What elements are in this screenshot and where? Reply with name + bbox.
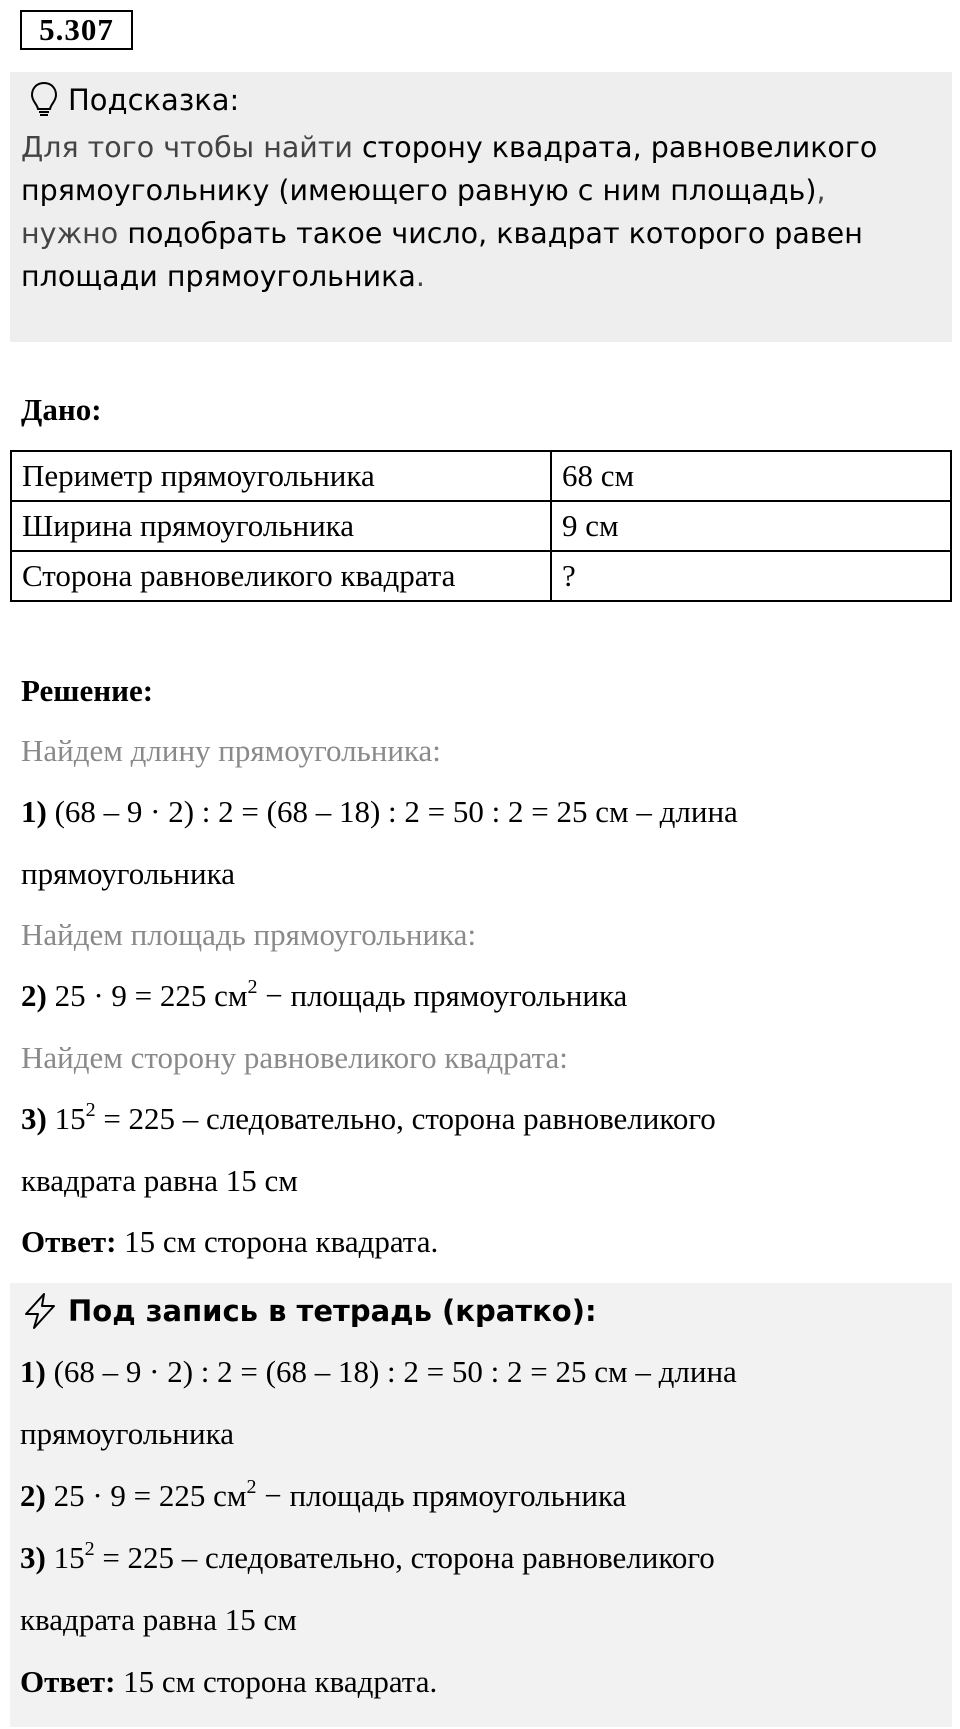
step2-number: 2): [21, 978, 47, 1013]
short-step1-line: [20, 1354, 737, 1390]
answer-line: [21, 1224, 438, 1260]
short-step3-number: 3): [20, 1540, 46, 1575]
step3-number: 3): [21, 1101, 47, 1136]
given-value-cell: ?: [551, 551, 951, 601]
short-step3-line: [20, 1540, 715, 1576]
short-step2-exponent: 2: [246, 1476, 257, 1498]
given-value-cell: 68 см: [551, 451, 951, 501]
short-step3-continuation: квадрата равна 15 см: [20, 1602, 297, 1637]
given-table: [10, 450, 952, 602]
lightbulb-icon: [30, 81, 58, 119]
step1-note: Найдем длину прямоугольника:: [21, 733, 441, 768]
given-name-cell: Ширина прямоугольника: [11, 501, 551, 551]
short-step3-base: 15: [45, 1540, 85, 1575]
short-step1-expression: (68 – 9 · 2) : 2 = (68 – 18) : 2 = 50 : 2 = 25 см – длина: [45, 1354, 737, 1389]
step1-expression: (68 – 9 · 2) : 2 = (68 – 18) : 2 = 50 : 2 = 25 см – длина: [46, 794, 738, 829]
short-step2-description: − площадь прямоугольника: [256, 1478, 627, 1513]
table-row: [11, 551, 951, 601]
step2-expression: 25 · 9 = 225 см: [46, 978, 248, 1013]
step3-base: 15: [46, 1101, 86, 1136]
step3-line: [21, 1101, 716, 1137]
hint-title-text: Подсказка:: [68, 83, 240, 117]
answer-label: Ответ:: [21, 1224, 117, 1259]
table-row: [11, 501, 951, 551]
answer-text: 15 см сторона квадрата.: [116, 1224, 439, 1259]
given-name-cell: Периметр прямоугольника: [11, 451, 551, 501]
step3-note: Найдем сторону равновеликого квадрата:: [21, 1040, 568, 1075]
short-step1-number: 1): [20, 1354, 46, 1389]
hint-text-5: .: [415, 260, 425, 293]
step3-continuation: квадрата равна 15 см: [21, 1163, 298, 1198]
short-step2-expression: 25 · 9 = 225 см: [45, 1478, 247, 1513]
short-step1-continuation: прямоугольника: [20, 1416, 234, 1451]
short-record-panel: [10, 1283, 952, 1727]
hint-text: [21, 126, 931, 298]
hint-text-2: сторону квадрата, равновеликого прямоугольнику (имеющего равную с ним площадь): [21, 131, 878, 207]
given-label: Дано:: [21, 392, 102, 427]
short-step2-line: [20, 1478, 626, 1514]
step1-number: 1): [21, 794, 47, 829]
short-step3-expression: = 225 – следовательно, сторона равновеликого: [94, 1540, 715, 1575]
step1-line: [21, 794, 738, 830]
short-answer-text: 15 см сторона квадрата.: [115, 1664, 438, 1699]
short-answer-label: Ответ:: [20, 1664, 116, 1699]
problem-number: 5.307: [20, 10, 133, 50]
hint-text-3: , нужно: [21, 174, 826, 250]
table-row: [11, 451, 951, 501]
step1-continuation: прямоугольника: [21, 856, 235, 891]
short-step2-number: 2): [20, 1478, 46, 1513]
hint-panel: [10, 72, 952, 342]
step3-expression: = 225 – следовательно, сторона равновеликого: [95, 1101, 716, 1136]
hint-text-4: подобрать такое число, квадрат которого равен площади прямоугольника: [21, 217, 863, 293]
lightning-icon: [20, 1291, 60, 1331]
step3-exponent: 2: [85, 1099, 96, 1121]
step2-description: − площадь прямоугольника: [257, 978, 628, 1013]
short-step3-exponent: 2: [84, 1538, 95, 1560]
step2-line: [21, 978, 627, 1014]
step2-exponent: 2: [247, 976, 258, 998]
short-title: [20, 1291, 597, 1331]
hint-title: [30, 80, 239, 120]
step2-note: Найдем площадь прямоугольника:: [21, 917, 477, 952]
solution-label: Решение:: [21, 673, 154, 708]
hint-text-1: Для того чтобы найти: [21, 131, 363, 164]
given-name-cell: Сторона равновеликого квадрата: [11, 551, 551, 601]
short-title-text: Под запись в тетрадь (кратко):: [68, 1294, 597, 1328]
short-answer-line: [20, 1664, 437, 1700]
given-value-cell: 9 см: [551, 501, 951, 551]
